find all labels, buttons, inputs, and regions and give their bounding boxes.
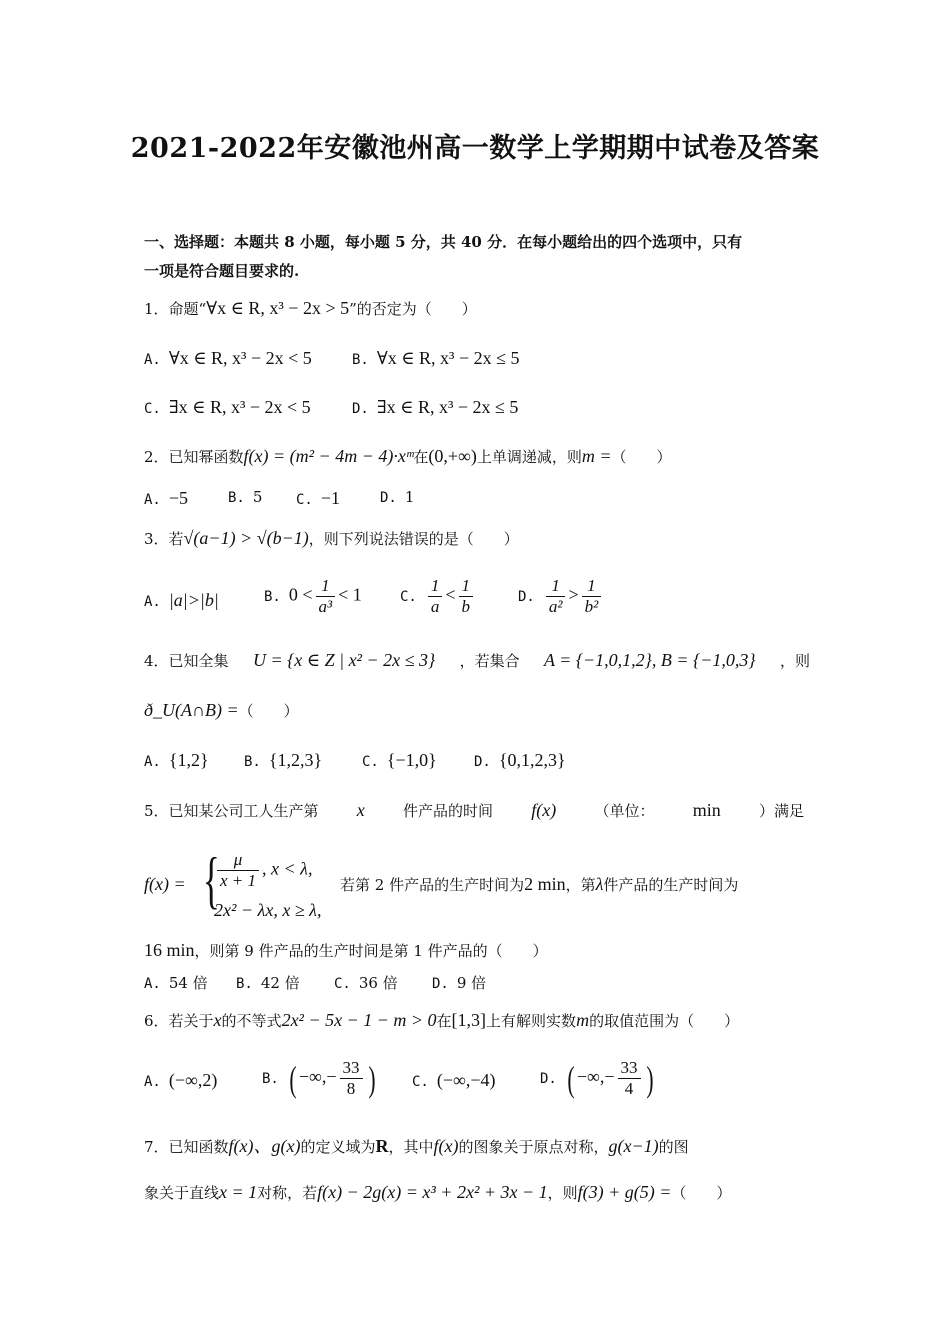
q2-option-d: D. 1 [380, 488, 415, 506]
q3-option-b: B. 0 < $\frac{1}{\text{a³}}$ < 1 [264, 576, 362, 616]
q4-option-d: D. {0,1,2,3} [474, 750, 566, 770]
q1-option-a: A. ∀x ∈ R, x³ − 2x < 5 [144, 348, 312, 368]
q6-option-c: C. (−∞,−4) [412, 1070, 496, 1090]
q5-option-d: D. 9 倍 [432, 974, 487, 992]
q1-math: ∀x ∈ R, x³ − 2x > 5 [206, 298, 350, 318]
section-heading [144, 228, 810, 286]
q5-condition: 若第 2 件产品的生产时间为2 min，第λ件产品的生产时间为 [340, 874, 739, 894]
q2-option-b: B. 5 [228, 488, 263, 506]
question-2: 2．已知幂函数f(x) = (m² − 4m − 4)·xᵐ在(0,+∞)上单调递减，则m =（ ） [144, 446, 672, 466]
q5-piecewise-label: f(x) = [144, 874, 186, 894]
q1-option-b: B. ∀x ∈ R, x³ − 2x ≤ 5 [352, 348, 520, 368]
section-heading-line2: 一项是符合题目要求的. [144, 262, 300, 280]
q5-brace: { [202, 844, 220, 915]
q3-option-d: D. $\frac{1}{\text{a²}}$ > $\frac{1}{\text{b²}}$ [518, 576, 604, 617]
q1-option-c: C. ∃x ∈ R, x³ − 2x < 5 [144, 397, 311, 417]
q5-option-c: C. 36 倍 [334, 974, 398, 992]
question-4-line2: ð_U(A∩B) =（ ） [144, 700, 299, 720]
q1-option-d: D. ∃x ∈ R, x³ − 2x ≤ 5 [352, 397, 519, 417]
q4-option-b: B. {1,2,3} [244, 750, 323, 770]
question-3: 3．若√(a−1) > √(b−1)，则下列说法错误的是（ ） [144, 528, 519, 548]
q2-option-c: C. −1 [296, 488, 341, 508]
q6-option-a: A. (−∞,2) [144, 1070, 218, 1090]
q4-option-c: C. {−1,0} [362, 750, 437, 770]
q5-option-a: A. 54 倍 [144, 974, 208, 992]
q5-case-2: 2x² − λx, x ≥ λ, [214, 900, 322, 920]
q3-option-c: C. $\frac{1}{a}$ < $\frac{1}{b}$ [400, 576, 476, 617]
q5-question: 16 min，则第 9 件产品的生产时间是第 1 件产品的（ ） [144, 940, 548, 960]
q5-case-1: $\frac{\mu}{x + 1}$ , x < λ, [214, 850, 312, 891]
q4-option-a: A. {1,2} [144, 750, 209, 770]
question-6: 6．若关于x的不等式2x² − 5x − 1 − m > 0在[1,3]上有解则实数m的取值范围为（ ） [144, 1010, 740, 1030]
q6-option-d: D. ( −∞,− $\frac{33}{4}$ ) [540, 1058, 654, 1099]
q2-option-a: A. −5 [144, 488, 189, 508]
question-5: 5．已知某公司工人生产第 x 件产品的时间 f(x) （单位： min ）满足 [144, 800, 804, 820]
question-4: 4．已知全集 U = {x ∈ Z | x² − 2x ≤ 3} ，若集合 A = {−1,0,1,2}, B = {−1,0,3} ，则 [144, 650, 810, 670]
section-heading-line1: 一、选择题：本题共 8 小题，每小题 5 分，共 40 分．在每小题给出的四个选项中，只有 [144, 233, 743, 251]
page-title: 2021-2022年安徽池州高一数学上学期期中试卷及答案 [130, 133, 820, 164]
question-7: 7．已知函数f(x)、g(x)的定义域为R，其中f(x)的图象关于原点对称，g(x−1)的图 [144, 1136, 689, 1156]
question-7-line2: 象关于直线x = 1对称，若f(x) − 2g(x) = x³ + 2x² + 3x − 1，则f(3) + g(5) =（ ） [144, 1182, 732, 1202]
question-1: 1．命题“∀x ∈ R, x³ − 2x > 5”的否定为（ ） [144, 298, 477, 318]
q3-option-a: A. |a|>|b| [144, 590, 219, 610]
q6-option-b: B. ( −∞,− $\frac{33}{8}$ ) [262, 1058, 376, 1099]
q5-option-b: B. 42 倍 [236, 974, 300, 992]
